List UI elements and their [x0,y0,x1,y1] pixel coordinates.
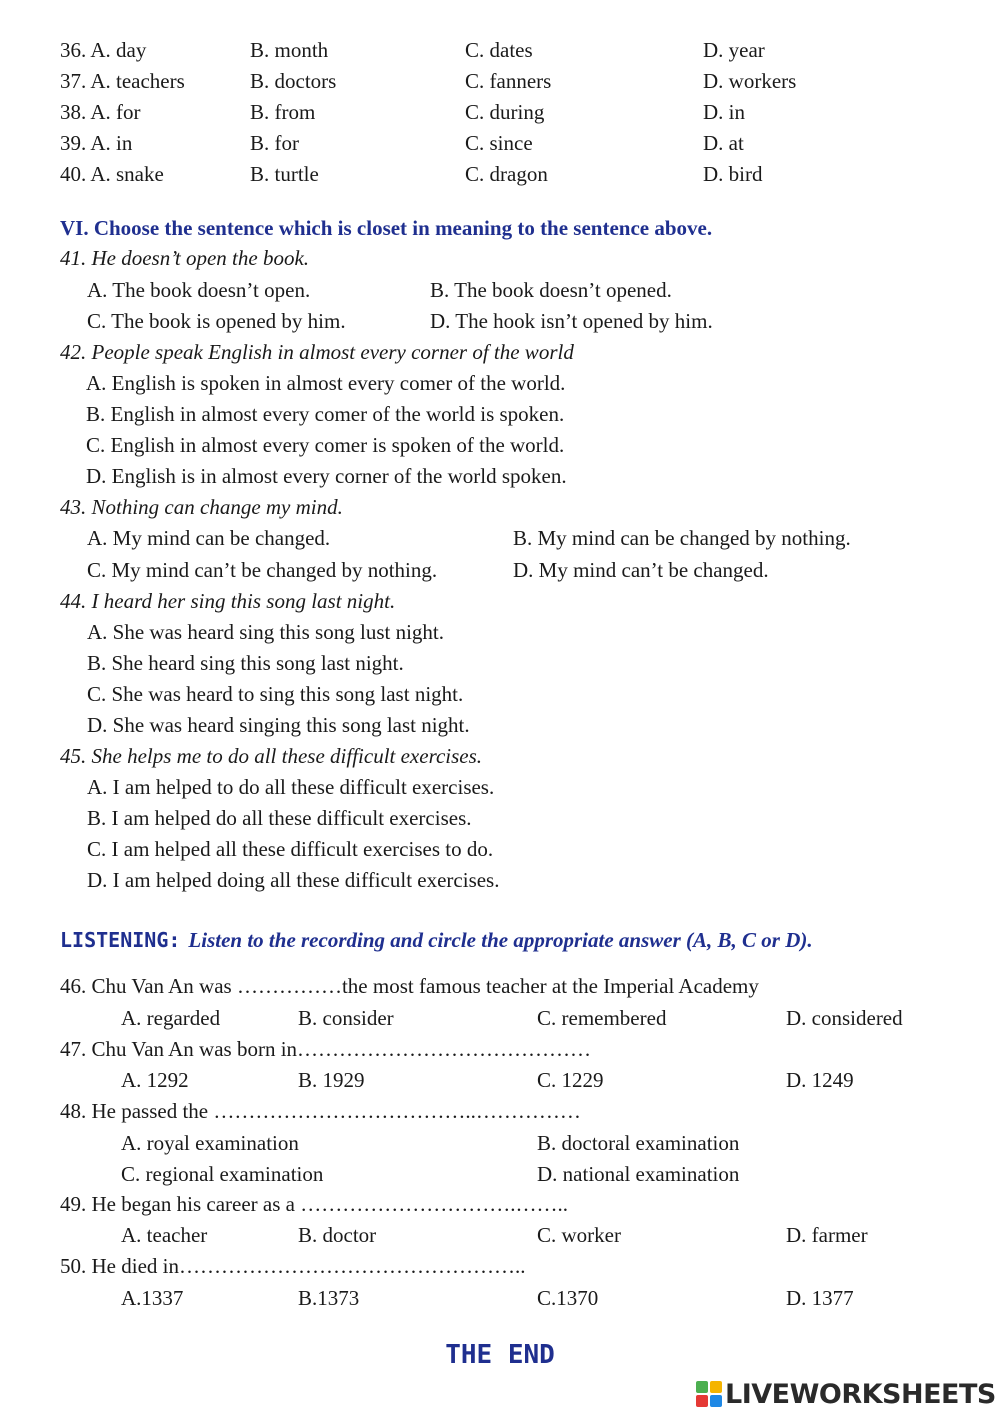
question-50-option-d[interactable]: D. 1377 [786,1286,854,1310]
question-45-option-b[interactable]: B. I am helped do all these difficult exercises. [87,806,472,830]
the-end-label: THE END [445,1340,555,1370]
question-49-option-d[interactable]: D. farmer [786,1223,868,1247]
option-37-a: 37. A. teachers [60,69,185,93]
question-50-option-b[interactable]: B.1373 [298,1286,360,1310]
option-36-b: B. month [250,38,329,62]
question-44-option-d[interactable]: D. She was heard singing this song last night. [87,713,470,737]
question-50-prompt: 50. He died in………………………………………….. [60,1254,526,1278]
question-50-option-c[interactable]: C.1370 [537,1286,599,1310]
question-46-option-d[interactable]: D. considered [786,1006,903,1030]
question-46-option-a[interactable]: A. regarded [121,1006,221,1030]
question-41-option-c[interactable]: C. The book is opened by him. [87,309,346,333]
question-43-prompt: 43. Nothing can change my mind. [60,495,343,519]
option-38-a: 38. A. for [60,100,141,124]
question-45-prompt: 45. She helps me to do all these difficult exercises. [60,744,483,768]
logo-square-blue [710,1395,722,1407]
option-40-b: B. turtle [250,162,319,186]
option-37-b: B. doctors [250,69,337,93]
option-38-b: B. from [250,100,316,124]
question-47-option-a[interactable]: A. 1292 [121,1068,189,1092]
question-44-option-b[interactable]: B. She heard sing this song last night. [87,651,404,675]
question-46-prompt: 46. Chu Van An was ……………the most famous teacher at the Imperial Academy [60,974,759,998]
question-50-option-a[interactable]: A.1337 [121,1286,184,1310]
option-37-c: C. fanners [465,69,552,93]
question-48-option-a[interactable]: A. royal examination [121,1131,299,1155]
question-46-option-b[interactable]: B. consider [298,1006,394,1030]
question-44-prompt: 44. I heard her sing this song last night. [60,589,396,613]
option-40-c: C. dragon [465,162,548,186]
listening-heading [60,927,813,956]
question-42-prompt: 42. People speak English in almost every corner of the world [60,340,574,364]
question-41-option-a[interactable]: A. The book doesn’t open. [87,278,311,302]
question-48-option-c[interactable]: C. regional examination [121,1162,324,1186]
liveworksheets-logo-icon [696,1381,722,1407]
option-39-c: C. since [465,131,533,155]
listening-instruction: Listen to the recording and circle the appropriate answer (A, B, C or D). [188,928,813,952]
question-42-option-c[interactable]: C. English in almost every comer is spoken of the world. [86,433,565,457]
question-45-option-c[interactable]: C. I am helped all these difficult exercises to do. [87,837,494,861]
liveworksheets-wordmark: LIVEWORKSHEETS [725,1378,996,1410]
liveworksheets-brand[interactable] [696,1379,996,1409]
option-38-c: C. during [465,100,545,124]
question-45-option-d[interactable]: D. I am helped doing all these difficult exercises. [87,868,500,892]
question-47-prompt: 47. Chu Van An was born in…………………………………… [60,1037,592,1061]
option-39-a: 39. A. in [60,131,133,155]
question-49-option-c[interactable]: C. worker [537,1223,621,1247]
option-37-d: D. workers [703,69,797,93]
question-47-option-b[interactable]: B. 1929 [298,1068,365,1092]
option-36-a: 36. A. day [60,38,147,62]
question-48-option-d[interactable]: D. national examination [537,1162,740,1186]
question-42-option-b[interactable]: B. English in almost every comer of the world is spoken. [86,402,565,426]
option-38-d: D. in [703,100,745,124]
question-45-option-a[interactable]: A. I am helped to do all these difficult exercises. [87,775,495,799]
question-43-option-d[interactable]: D. My mind can’t be changed. [513,558,769,582]
question-47-option-c[interactable]: C. 1229 [537,1068,604,1092]
option-40-a: 40. A. snake [60,162,164,186]
question-46-option-c[interactable]: C. remembered [537,1006,667,1030]
option-39-d: D. at [703,131,744,155]
question-42-option-d[interactable]: D. English is in almost every corner of the world spoken. [86,464,567,488]
question-44-option-a[interactable]: A. She was heard sing this song lust night. [87,620,444,644]
question-44-option-c[interactable]: C. She was heard to sing this song last night. [87,682,464,706]
logo-square-red [696,1395,708,1407]
question-41-option-b[interactable]: B. The book doesn’t opened. [430,278,672,302]
question-49-option-a[interactable]: A. teacher [121,1223,208,1247]
question-42-option-a[interactable]: A. English is spoken in almost every comer of the world. [86,371,566,395]
section-vi-heading: VI. Choose the sentence which is closet in meaning to the sentence above. [60,216,713,240]
question-43-option-c[interactable]: C. My mind can’t be changed by nothing. [87,558,438,582]
logo-square-yellow [710,1381,722,1393]
question-49-option-b[interactable]: B. doctor [298,1223,377,1247]
question-41-prompt: 41. He doesn’t open the book. [60,246,310,270]
question-41-option-d[interactable]: D. The hook isn’t opened by him. [430,309,713,333]
question-43-option-a[interactable]: A. My mind can be changed. [87,526,331,550]
question-48-prompt: 48. He passed the ………………………………..…………… [60,1099,581,1123]
question-48-option-b[interactable]: B. doctoral examination [537,1131,740,1155]
option-39-b: B. for [250,131,299,155]
question-43-option-b[interactable]: B. My mind can be changed by nothing. [513,526,851,550]
option-40-d: D. bird [703,162,763,186]
question-47-option-d[interactable]: D. 1249 [786,1068,854,1092]
question-49-prompt: 49. He began his career as a ………………………….…….. [60,1192,568,1216]
logo-square-green [696,1381,708,1393]
option-36-c: C. dates [465,38,533,62]
option-36-d: D. year [703,38,765,62]
listening-label: LISTENING: [60,928,181,952]
